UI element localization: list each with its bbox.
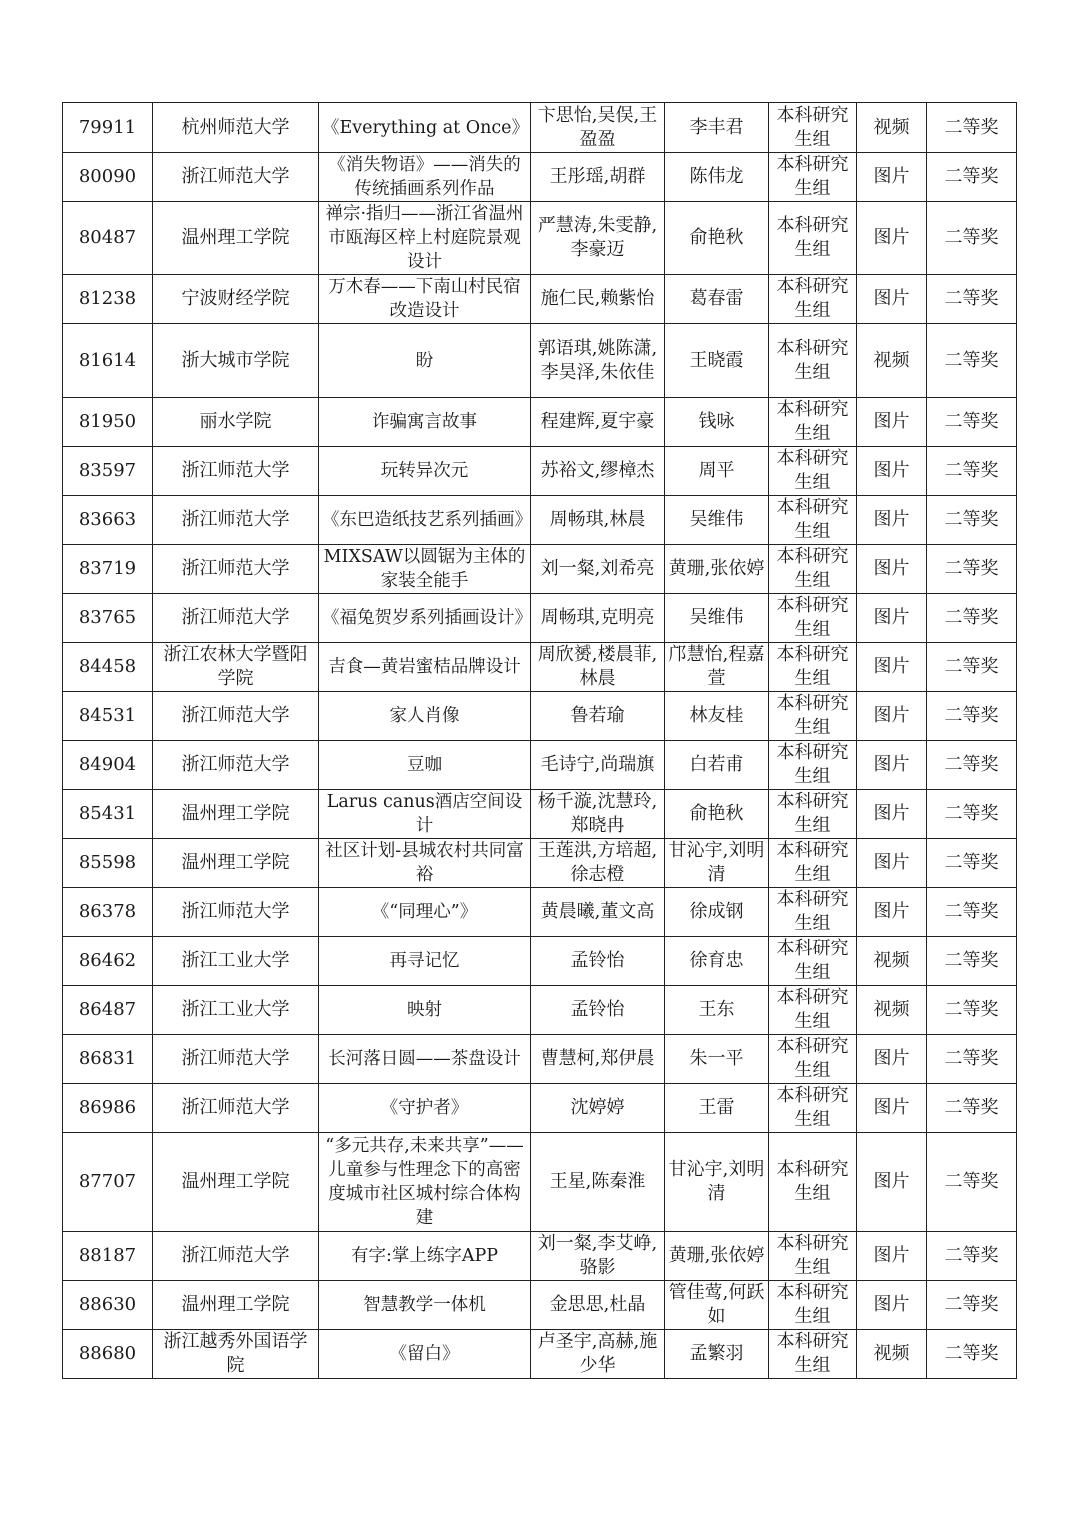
author-names: 孟铃怡 [531, 986, 665, 1035]
work-id: 81614 [63, 324, 153, 398]
work-type: 视频 [857, 986, 927, 1035]
table-row [63, 324, 1017, 398]
work-id: 81950 [63, 398, 153, 447]
work-type: 图片 [857, 692, 927, 741]
work-title: 玩转异次元 [319, 447, 531, 496]
advisor-names: 徐育忠 [665, 937, 769, 986]
work-type: 图片 [857, 545, 927, 594]
work-id: 85598 [63, 839, 153, 888]
author-names: 鲁若瑜 [531, 692, 665, 741]
table-row [63, 692, 1017, 741]
advisor-names: 甘沁宇,刘明清 [665, 1133, 769, 1232]
table-row [63, 790, 1017, 839]
work-title: 《“同理心”》 [319, 888, 531, 937]
award-level: 二等奖 [927, 496, 1017, 545]
group-label: 本科研究生组 [769, 643, 857, 692]
award-level: 二等奖 [927, 692, 1017, 741]
group-label: 本科研究生组 [769, 153, 857, 202]
group-label: 本科研究生组 [769, 1084, 857, 1133]
advisor-names: 钱咏 [665, 398, 769, 447]
school-name: 浙江师范大学 [153, 888, 319, 937]
author-names: 王莲洪,方培超,徐志橙 [531, 839, 665, 888]
table-row [63, 275, 1017, 324]
author-names: 卞思怡,吴俣,王盈盈 [531, 103, 665, 153]
group-label: 本科研究生组 [769, 986, 857, 1035]
group-label: 本科研究生组 [769, 202, 857, 275]
work-title: 《Everything at Once》 [319, 103, 531, 153]
award-level: 二等奖 [927, 153, 1017, 202]
award-level: 二等奖 [927, 1133, 1017, 1232]
award-level: 二等奖 [927, 643, 1017, 692]
work-id: 79911 [63, 103, 153, 153]
work-id: 80487 [63, 202, 153, 275]
author-names: 周畅琪,林晨 [531, 496, 665, 545]
table-row [63, 103, 1017, 153]
award-level: 二等奖 [927, 986, 1017, 1035]
work-type: 视频 [857, 103, 927, 153]
work-type: 视频 [857, 324, 927, 398]
school-name: 浙江师范大学 [153, 741, 319, 790]
table-row [63, 1281, 1017, 1330]
author-names: 沈婷婷 [531, 1084, 665, 1133]
award-level: 二等奖 [927, 202, 1017, 275]
table-row [63, 643, 1017, 692]
work-type: 图片 [857, 1035, 927, 1084]
group-label: 本科研究生组 [769, 839, 857, 888]
author-names: 黄晨曦,董文高 [531, 888, 665, 937]
table-row [63, 447, 1017, 496]
author-names: 程建辉,夏宇豪 [531, 398, 665, 447]
school-name: 浙江师范大学 [153, 692, 319, 741]
work-id: 86487 [63, 986, 153, 1035]
group-label: 本科研究生组 [769, 937, 857, 986]
work-type: 图片 [857, 888, 927, 937]
group-label: 本科研究生组 [769, 324, 857, 398]
award-level: 二等奖 [927, 839, 1017, 888]
work-type: 图片 [857, 202, 927, 275]
table-row [63, 937, 1017, 986]
advisor-names: 王雷 [665, 1084, 769, 1133]
advisor-names: 陈伟龙 [665, 153, 769, 202]
work-id: 80090 [63, 153, 153, 202]
group-label: 本科研究生组 [769, 741, 857, 790]
author-names: 苏裕文,缪樟杰 [531, 447, 665, 496]
author-names: 郭语琪,姚陈潇,李昊泽,朱依佳 [531, 324, 665, 398]
work-type: 视频 [857, 937, 927, 986]
author-names: 刘一粲,李艾峥,骆影 [531, 1232, 665, 1281]
advisor-names: 王东 [665, 986, 769, 1035]
work-title: 《守护者》 [319, 1084, 531, 1133]
school-name: 温州理工学院 [153, 202, 319, 275]
work-title: 再寻记忆 [319, 937, 531, 986]
award-level: 二等奖 [927, 398, 1017, 447]
work-title: 智慧教学一体机 [319, 1281, 531, 1330]
table-row [63, 1133, 1017, 1232]
work-type: 图片 [857, 643, 927, 692]
work-title: 盼 [319, 324, 531, 398]
advisor-names: 林友桂 [665, 692, 769, 741]
award-level: 二等奖 [927, 1232, 1017, 1281]
award-level: 二等奖 [927, 790, 1017, 839]
work-type: 图片 [857, 275, 927, 324]
work-type: 图片 [857, 790, 927, 839]
advisor-names: 王晓霞 [665, 324, 769, 398]
work-type: 图片 [857, 496, 927, 545]
author-names: 孟铃怡 [531, 937, 665, 986]
author-names: 卢圣宇,高赫,施少华 [531, 1330, 665, 1379]
group-label: 本科研究生组 [769, 447, 857, 496]
school-name: 浙江工业大学 [153, 986, 319, 1035]
advisor-names: 邝慧怡,程嘉萱 [665, 643, 769, 692]
advisor-names: 葛春雷 [665, 275, 769, 324]
school-name: 温州理工学院 [153, 790, 319, 839]
work-title: 《留白》 [319, 1330, 531, 1379]
table-row [63, 202, 1017, 275]
school-name: 丽水学院 [153, 398, 319, 447]
group-label: 本科研究生组 [769, 888, 857, 937]
award-level: 二等奖 [927, 103, 1017, 153]
work-title: 家人肖像 [319, 692, 531, 741]
school-name: 浙江越秀外国语学院 [153, 1330, 319, 1379]
group-label: 本科研究生组 [769, 496, 857, 545]
work-type: 图片 [857, 1084, 927, 1133]
group-label: 本科研究生组 [769, 692, 857, 741]
group-label: 本科研究生组 [769, 594, 857, 643]
school-name: 浙江师范大学 [153, 1084, 319, 1133]
advisor-names: 周平 [665, 447, 769, 496]
work-id: 84531 [63, 692, 153, 741]
school-name: 浙江师范大学 [153, 1035, 319, 1084]
work-id: 87707 [63, 1133, 153, 1232]
advisor-names: 甘沁宇,刘明清 [665, 839, 769, 888]
advisor-names: 俞艳秋 [665, 202, 769, 275]
table-row [63, 545, 1017, 594]
author-names: 周欣赟,楼晨菲,林晨 [531, 643, 665, 692]
work-title: 《消失物语》——消失的传统插画系列作品 [319, 153, 531, 202]
work-title: 《东巴造纸技艺系列插画》 [319, 496, 531, 545]
group-label: 本科研究生组 [769, 275, 857, 324]
advisor-names: 吴维伟 [665, 496, 769, 545]
advisor-names: 吴维伟 [665, 594, 769, 643]
work-id: 88680 [63, 1330, 153, 1379]
group-label: 本科研究生组 [769, 790, 857, 839]
school-name: 浙江师范大学 [153, 496, 319, 545]
work-type: 图片 [857, 153, 927, 202]
school-name: 浙江工业大学 [153, 937, 319, 986]
award-level: 二等奖 [927, 1330, 1017, 1379]
award-level: 二等奖 [927, 594, 1017, 643]
table-row [63, 496, 1017, 545]
work-id: 84458 [63, 643, 153, 692]
work-id: 88187 [63, 1232, 153, 1281]
award-level: 二等奖 [927, 545, 1017, 594]
school-name: 温州理工学院 [153, 839, 319, 888]
work-type: 图片 [857, 741, 927, 790]
work-id: 86378 [63, 888, 153, 937]
work-title: 豆咖 [319, 741, 531, 790]
work-type: 图片 [857, 1232, 927, 1281]
work-type: 图片 [857, 398, 927, 447]
work-id: 83719 [63, 545, 153, 594]
award-level: 二等奖 [927, 275, 1017, 324]
work-id: 84904 [63, 741, 153, 790]
school-name: 浙江师范大学 [153, 1232, 319, 1281]
awards-table-body [63, 103, 1017, 1379]
work-title: 诈骗寓言故事 [319, 398, 531, 447]
author-names: 杨千漩,沈慧玲,郑晓冉 [531, 790, 665, 839]
work-type: 图片 [857, 447, 927, 496]
author-names: 王星,陈秦淮 [531, 1133, 665, 1232]
work-title: 万木春——下南山村民宿改造设计 [319, 275, 531, 324]
author-names: 周畅琪,克明亮 [531, 594, 665, 643]
work-id: 83765 [63, 594, 153, 643]
school-name: 温州理工学院 [153, 1281, 319, 1330]
work-title: 有字:掌上练字APP [319, 1232, 531, 1281]
work-type: 图片 [857, 1133, 927, 1232]
table-row [63, 594, 1017, 643]
school-name: 浙江师范大学 [153, 594, 319, 643]
work-id: 85431 [63, 790, 153, 839]
work-title: 禅宗·指归——浙江省温州市瓯海区梓上村庭院景观设计 [319, 202, 531, 275]
school-name: 浙江农林大学暨阳学院 [153, 643, 319, 692]
work-title: 社区计划-县城农村共同富裕 [319, 839, 531, 888]
table-row [63, 1330, 1017, 1379]
school-name: 浙江师范大学 [153, 545, 319, 594]
table-row [63, 1084, 1017, 1133]
work-type: 视频 [857, 1330, 927, 1379]
work-id: 88630 [63, 1281, 153, 1330]
work-id: 83597 [63, 447, 153, 496]
author-names: 金思思,杜晶 [531, 1281, 665, 1330]
awards-table [62, 102, 1017, 1379]
table-row [63, 153, 1017, 202]
work-id: 86986 [63, 1084, 153, 1133]
advisor-names: 孟繁羽 [665, 1330, 769, 1379]
author-names: 刘一粲,刘希亮 [531, 545, 665, 594]
group-label: 本科研究生组 [769, 103, 857, 153]
table-row [63, 839, 1017, 888]
advisor-names: 徐成钢 [665, 888, 769, 937]
table-row [63, 1035, 1017, 1084]
work-title: 《福兔贺岁系列插画设计》 [319, 594, 531, 643]
advisor-names: 朱一平 [665, 1035, 769, 1084]
author-names: 施仁民,赖紫怡 [531, 275, 665, 324]
school-name: 宁波财经学院 [153, 275, 319, 324]
work-type: 图片 [857, 1281, 927, 1330]
author-names: 毛诗宁,尚瑞旗 [531, 741, 665, 790]
work-title: MIXSAW以圆锯为主体的家装全能手 [319, 545, 531, 594]
group-label: 本科研究生组 [769, 1330, 857, 1379]
work-id: 86831 [63, 1035, 153, 1084]
award-level: 二等奖 [927, 937, 1017, 986]
group-label: 本科研究生组 [769, 398, 857, 447]
school-name: 温州理工学院 [153, 1133, 319, 1232]
group-label: 本科研究生组 [769, 1281, 857, 1330]
group-label: 本科研究生组 [769, 1035, 857, 1084]
school-name: 杭州师范大学 [153, 103, 319, 153]
award-level: 二等奖 [927, 1281, 1017, 1330]
award-level: 二等奖 [927, 741, 1017, 790]
work-title: 吉食—黄岩蜜桔品牌设计 [319, 643, 531, 692]
advisor-names: 管佳莺,何跃如 [665, 1281, 769, 1330]
work-title: “多元共存,未来共享”——儿童参与性理念下的高密度城市社区城村综合体构建 [319, 1133, 531, 1232]
award-level: 二等奖 [927, 1084, 1017, 1133]
table-row [63, 986, 1017, 1035]
work-type: 图片 [857, 594, 927, 643]
work-id: 81238 [63, 275, 153, 324]
advisor-names: 李丰君 [665, 103, 769, 153]
award-level: 二等奖 [927, 888, 1017, 937]
group-label: 本科研究生组 [769, 1232, 857, 1281]
author-names: 曹慧柯,郑伊晨 [531, 1035, 665, 1084]
work-type: 图片 [857, 839, 927, 888]
school-name: 浙江师范大学 [153, 447, 319, 496]
work-title: 映射 [319, 986, 531, 1035]
school-name: 浙大城市学院 [153, 324, 319, 398]
award-level: 二等奖 [927, 447, 1017, 496]
advisor-names: 俞艳秋 [665, 790, 769, 839]
work-title: 长河落日圆——茶盘设计 [319, 1035, 531, 1084]
table-row [63, 888, 1017, 937]
award-level: 二等奖 [927, 324, 1017, 398]
advisor-names: 白若甫 [665, 741, 769, 790]
award-level: 二等奖 [927, 1035, 1017, 1084]
table-row [63, 741, 1017, 790]
work-id: 86462 [63, 937, 153, 986]
advisor-names: 黄珊,张依婷 [665, 545, 769, 594]
advisor-names: 黄珊,张依婷 [665, 1232, 769, 1281]
work-id: 83663 [63, 496, 153, 545]
school-name: 浙江师范大学 [153, 153, 319, 202]
table-row [63, 398, 1017, 447]
group-label: 本科研究生组 [769, 1133, 857, 1232]
group-label: 本科研究生组 [769, 545, 857, 594]
table-row [63, 1232, 1017, 1281]
author-names: 王彤瑶,胡群 [531, 153, 665, 202]
work-title: Larus canus酒店空间设计 [319, 790, 531, 839]
author-names: 严慧涛,朱雯静,李豪迈 [531, 202, 665, 275]
